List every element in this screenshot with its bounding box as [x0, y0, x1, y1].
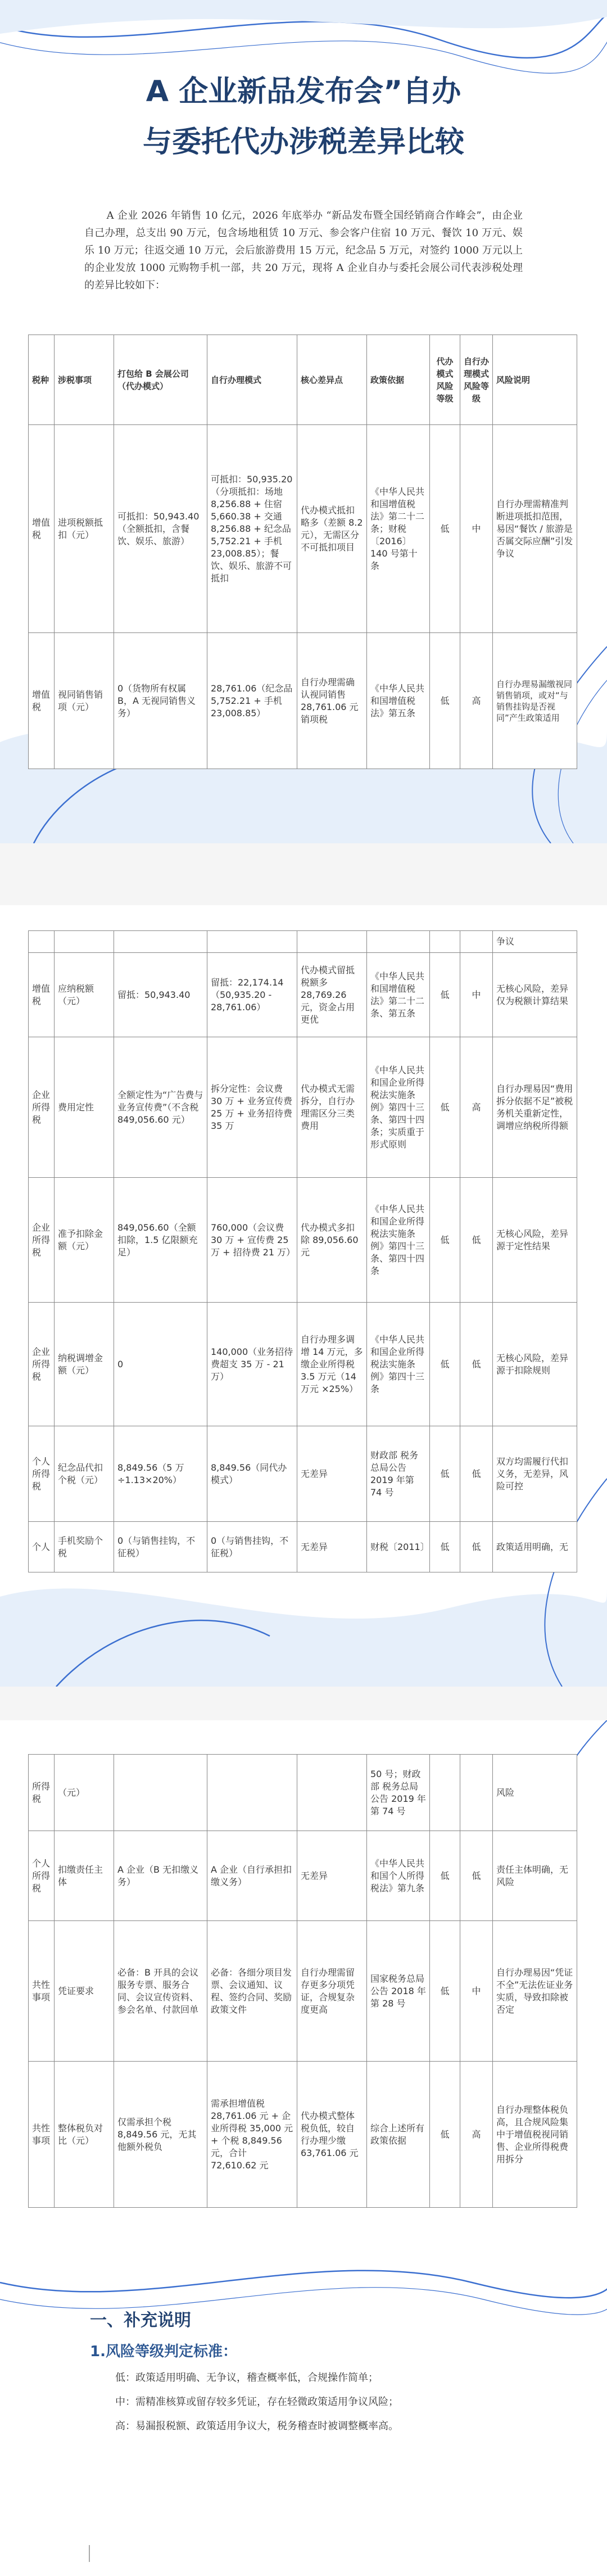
table-cell: 低 [430, 1522, 460, 1572]
table-cell: 自行办理需确认视同销售 28,761.06 元销项税 [297, 633, 367, 769]
table-cell: 拆分定性：会议费 30 万 + 业务宣传费 25 万 + 业务招待费 35 万 [207, 1037, 297, 1178]
table-cell: 《中华人民共和国增值税法》第二十二条；财税〔2016〕140 号第十条 [367, 425, 430, 633]
table-cell: 自行办理需精准判断进项抵扣范围，易因“餐饮 / 旅游是否属交际应酬”引发争议 [493, 425, 577, 633]
page-1 [0, 0, 607, 843]
table-cell: 凭证要求 [55, 1921, 114, 2062]
table-cell: 高 [460, 2062, 493, 2208]
table-cell: 企业所得税 [29, 1037, 55, 1178]
table-cell: 共性事项 [29, 2062, 55, 2208]
table-cell: 个人所得税 [29, 1831, 55, 1921]
table-cell: 高 [460, 1037, 493, 1178]
table-cell: 《中华人民共和国企业所得税法实施条例》第四十三条、第四十四条；实质重于形式原则 [367, 1037, 430, 1178]
table-cell: 纪念品代扣个税（元） [55, 1426, 114, 1522]
table-cell: 应纳税额（元） [55, 953, 114, 1037]
table-row [29, 633, 577, 769]
table-cell: 低 [430, 1831, 460, 1921]
table-cell: 代办模式整体税负低，较自行办理少缴 63,761.06 元 [297, 2062, 367, 2208]
table-cell: 28,761.06（纪念品 5,752.21 + 手机 23,008.85） [207, 633, 297, 769]
table-cell: 留抵：22,174.14（50,935.20 - 28,761.06） [207, 953, 297, 1037]
table-cell: 准予扣除金额（元） [55, 1178, 114, 1303]
table-cell: 中 [460, 1921, 493, 2062]
table-cell [29, 931, 55, 953]
risk-level-high: 高：易漏报税额、政策适用争议大，税务稽查时被调整概率高。 [115, 2420, 398, 2432]
table-header-row [29, 335, 577, 425]
table-cell: 50 号；财政部 税务总局公告 2019 年第 74 号 [367, 1755, 430, 1831]
table-cell: 企业所得税 [29, 1178, 55, 1303]
table-cell: 0（与销售挂钩，不征税） [114, 1522, 207, 1572]
table-cell: 自行办理整体税负高，且合规风险集中于增值税视同销售、企业所得税费用拆分 [493, 2062, 577, 2208]
table-cell: 自行办理多调增 14 万元，多缴企业所得税 3.5 万元（14 万元 ×25%） [297, 1303, 367, 1426]
table-cell [430, 931, 460, 953]
table-cell: 双方均需履行代扣义务，无差异，风险可控 [493, 1426, 577, 1522]
table-row [29, 1755, 577, 1831]
table-cell: 《中华人民共和国企业所得税法实施条例》第四十三条、第四十四条 [367, 1178, 430, 1303]
table-cell: A 企业（自行承担扣缴义务） [207, 1831, 297, 1921]
comparison-table-part-1 [28, 335, 577, 769]
table-cell: 所得税 [29, 1755, 55, 1831]
table-cell: 无核心风险，差异源于定性结果 [493, 1178, 577, 1303]
table-cell: 低 [430, 425, 460, 633]
subsection-title: 1.风险等级判定标准： [90, 2343, 237, 2360]
section-title: 一、补充说明 [90, 2311, 191, 2330]
page-title [0, 66, 607, 168]
table-cell: 政策适用明确，无 [493, 1522, 577, 1572]
table-cell [114, 1755, 207, 1831]
table-cell: 增值税 [29, 953, 55, 1037]
table-cell: 无差异 [297, 1831, 367, 1921]
table-cell: 代办模式多扣除 89,056.60 元 [297, 1178, 367, 1303]
table-cell: 财政部 税务总局公告 2019 年第 74 号 [367, 1426, 430, 1522]
table-cell: 低 [430, 633, 460, 769]
risk-level-mid: 中：需精准核算或留存较多凭证，存在轻微政策适用争议风险； [115, 2396, 398, 2408]
table-cell [367, 931, 430, 953]
table-cell: 个人所得税 [29, 1426, 55, 1522]
table-cell [460, 1755, 493, 1831]
table-cell [114, 931, 207, 953]
table-row [29, 1178, 577, 1303]
header-cell: 核心差异点 [297, 335, 367, 425]
table-cell: 责任主体明确，无风险 [493, 1831, 577, 1921]
table-cell: 《中华人民共和国企业所得税法实施条例》第四十三条 [367, 1303, 430, 1426]
table-cell: 低 [460, 1178, 493, 1303]
table-cell: 无核心风险，差异源于扣除规则 [493, 1303, 577, 1426]
header-cell [114, 335, 207, 425]
table-row [29, 931, 577, 953]
table-cell: 849,056.60（全额扣除，1.5 亿限额充足） [114, 1178, 207, 1303]
table-cell: 可抵扣：50,943.40（全额抵扣，含餐饮、娱乐、旅游） [114, 425, 207, 633]
table-cell: 低 [430, 1921, 460, 2062]
table-cell: 风险 [493, 1755, 577, 1831]
table-cell: 代办模式留抵税额多 28,769.26 元，资金占用更优 [297, 953, 367, 1037]
table-cell: 自行办理需留存更多分项凭证，合规复杂度更高 [297, 1921, 367, 2062]
table-row [29, 1522, 577, 1572]
header-agent-line1: 打包给 B 会展公司 [117, 368, 189, 379]
header-cell: 风险说明 [493, 335, 577, 425]
table-cell: 综合上述所有政策依据 [367, 2062, 430, 2208]
table-cell [207, 931, 297, 953]
header-cell: 自行办理模式 [207, 335, 297, 425]
header-cell: 税种 [29, 335, 55, 425]
comparison-table-part-3 [28, 1754, 577, 2208]
table-cell: 8,849.56（5 万 ÷1.13×20%） [114, 1426, 207, 1522]
table-cell [297, 931, 367, 953]
header-cell: 代办模式风险等级 [430, 335, 460, 425]
table-cell: 财税〔2011〕 [367, 1522, 430, 1572]
title-line-2: 与委托代办涉税差异比较 [142, 125, 464, 159]
table-cell: 中 [460, 953, 493, 1037]
table-cell: 中 [460, 425, 493, 633]
table-cell: 140,000（业务招待费超支 35 万 - 21 万） [207, 1303, 297, 1426]
intro-paragraph: A 企业 2026 年销售 10 亿元，2026 年底举办 “新品发布暨全国经销商合作峰会”，由企业自己办理，总支出 90 万元，包含场地租赁 10 万元、参会客户住宿 10 万元、餐饮 10 万元、娱乐 10 万元；往返交通 10 万元，会后旅游费用 15 万元，纪念品 5 万元，对签约 1000 万元以上的企业发放 1000 元购物手机一部，共 20 万元，现将 A 企业自办与委托会展公司代表涉税处理的差异比较如下： [84, 210, 523, 291]
table-cell: 留抵：50,943.40 [114, 953, 207, 1037]
table-cell: 企业所得税 [29, 1303, 55, 1426]
title-line-1: A 企业新品发布会”自办 [146, 75, 461, 109]
table-cell: 全额定性为“广告费与业务宣传费”（不含税 849,056.60 元） [114, 1037, 207, 1178]
table-cell: 低 [430, 953, 460, 1037]
page-gap [0, 843, 607, 905]
table-cell: 无差异 [297, 1522, 367, 1572]
table-cell: 代办模式抵扣略多（差额 8.2 元），无需区分不可抵扣项目 [297, 425, 367, 633]
table-cell: 自行办理易漏缴视同销售销项，或对“与销售挂钩是否视同”产生政策适用 [493, 633, 577, 769]
comparison-table-part-2 [28, 930, 577, 1572]
table-cell: 自行办理易因“费用拆分依据不足”被税务机关重新定性，调增应纳税所得额 [493, 1037, 577, 1178]
table-cell: 必备：B 开具的会议服务专票、服务合同、会议宣传资料、参会名单、付款回单 [114, 1921, 207, 2062]
table-cell: 《中华人民共和国个人所得税法》第九条 [367, 1831, 430, 1921]
table-cell: 无核心风险，差异仅为税额计算结果 [493, 953, 577, 1037]
table-row [29, 1921, 577, 2062]
table-row [29, 2062, 577, 2208]
table-row [29, 1426, 577, 1522]
table-cell: 必备：各细分项目发票、会议通知、议程、签约合同、奖励政策文件 [207, 1921, 297, 2062]
table-cell: 0（货物所有权属 B，A 无视同销售义务） [114, 633, 207, 769]
table-row [29, 425, 577, 633]
table-row [29, 1303, 577, 1426]
table-cell: 高 [460, 633, 493, 769]
table-cell: 国家税务总局公告 2018 年第 28 号 [367, 1921, 430, 2062]
table-cell: 0 [114, 1303, 207, 1426]
table-cell: 低 [460, 1522, 493, 1572]
header-agent-line2: （代办模式） [117, 381, 169, 391]
table-cell: 自行办理易因“凭证不全”无法佐证业务实质，导致扣除被否定 [493, 1921, 577, 2062]
table-cell: 低 [460, 1831, 493, 1921]
header-cell: 自行办理模式风险等级 [460, 335, 493, 425]
table-cell: 仅需承担个税 8,849.56 元，无其他额外税负 [114, 2062, 207, 2208]
table-cell: 扣缴责任主体 [55, 1831, 114, 1921]
table-cell: 可抵扣：50,935.20（分项抵扣：场地 8,256.88 + 住宿 5,660.38 + 交通 8,256.88 + 纪念品 5,752.21 + 手机 23,008.85）；餐饮、娱乐、旅游不可抵扣 [207, 425, 297, 633]
table-cell: 低 [430, 1303, 460, 1426]
table-cell: 低 [430, 2062, 460, 2208]
table-cell: 个人 [29, 1522, 55, 1572]
header-cell: 政策依据 [367, 335, 430, 425]
table-cell: 8,849.56（同代办模式） [207, 1426, 297, 1522]
table-cell [460, 931, 493, 953]
table-cell: 低 [430, 1037, 460, 1178]
table-cell [207, 1755, 297, 1831]
table-cell: 760,000（会议费 30 万 + 宣传费 25 万 + 招待费 21 万） [207, 1178, 297, 1303]
table-cell: 无差异 [297, 1426, 367, 1522]
table-row [29, 1831, 577, 1921]
header-cell: 涉税事项 [55, 335, 114, 425]
table-cell: 进项税额抵扣（元） [55, 425, 114, 633]
table-cell: 增值税 [29, 425, 55, 633]
table-cell: 代办模式无需拆分，自行办理需区分三类费用 [297, 1037, 367, 1178]
table-cell: 需承担增值税 28,761.06 元 + 企业所得税 35,000 元 + 个税 8,849.56 元，合计 72,610.62 元 [207, 2062, 297, 2208]
page-gap [0, 1687, 607, 1720]
table-cell: 争议 [493, 931, 577, 953]
table-cell: 整体税负对比（元） [55, 2062, 114, 2208]
table-cell: A 企业（B 无扣缴义务） [114, 1831, 207, 1921]
table-row [29, 953, 577, 1037]
table-cell: 低 [430, 1426, 460, 1522]
table-cell: 费用定性 [55, 1037, 114, 1178]
risk-level-low: 低：政策适用明确、无争议，稽查概率低，合规操作简单； [115, 2372, 378, 2384]
table-cell: 增值税 [29, 633, 55, 769]
table-cell [430, 1755, 460, 1831]
table-cell: 共性事项 [29, 1921, 55, 2062]
table-cell: 低 [460, 1426, 493, 1522]
table-cell: 0（与销售挂钩，不征税） [207, 1522, 297, 1572]
table-cell: 纳税调增金额（元） [55, 1303, 114, 1426]
table-cell: 低 [430, 1178, 460, 1303]
table-cell: 视同销售销项（元） [55, 633, 114, 769]
table-row [29, 1037, 577, 1178]
margin-mark [89, 2545, 90, 2562]
table-cell: 《中华人民共和国增值税法》第二十二条、第五条 [367, 953, 430, 1037]
table-cell: 手机奖励个税 [55, 1522, 114, 1572]
table-cell [55, 931, 114, 953]
table-cell: 《中华人民共和国增值税法》第五条 [367, 633, 430, 769]
table-cell: （元） [55, 1755, 114, 1831]
table-cell [297, 1755, 367, 1831]
table-cell: 低 [460, 1303, 493, 1426]
